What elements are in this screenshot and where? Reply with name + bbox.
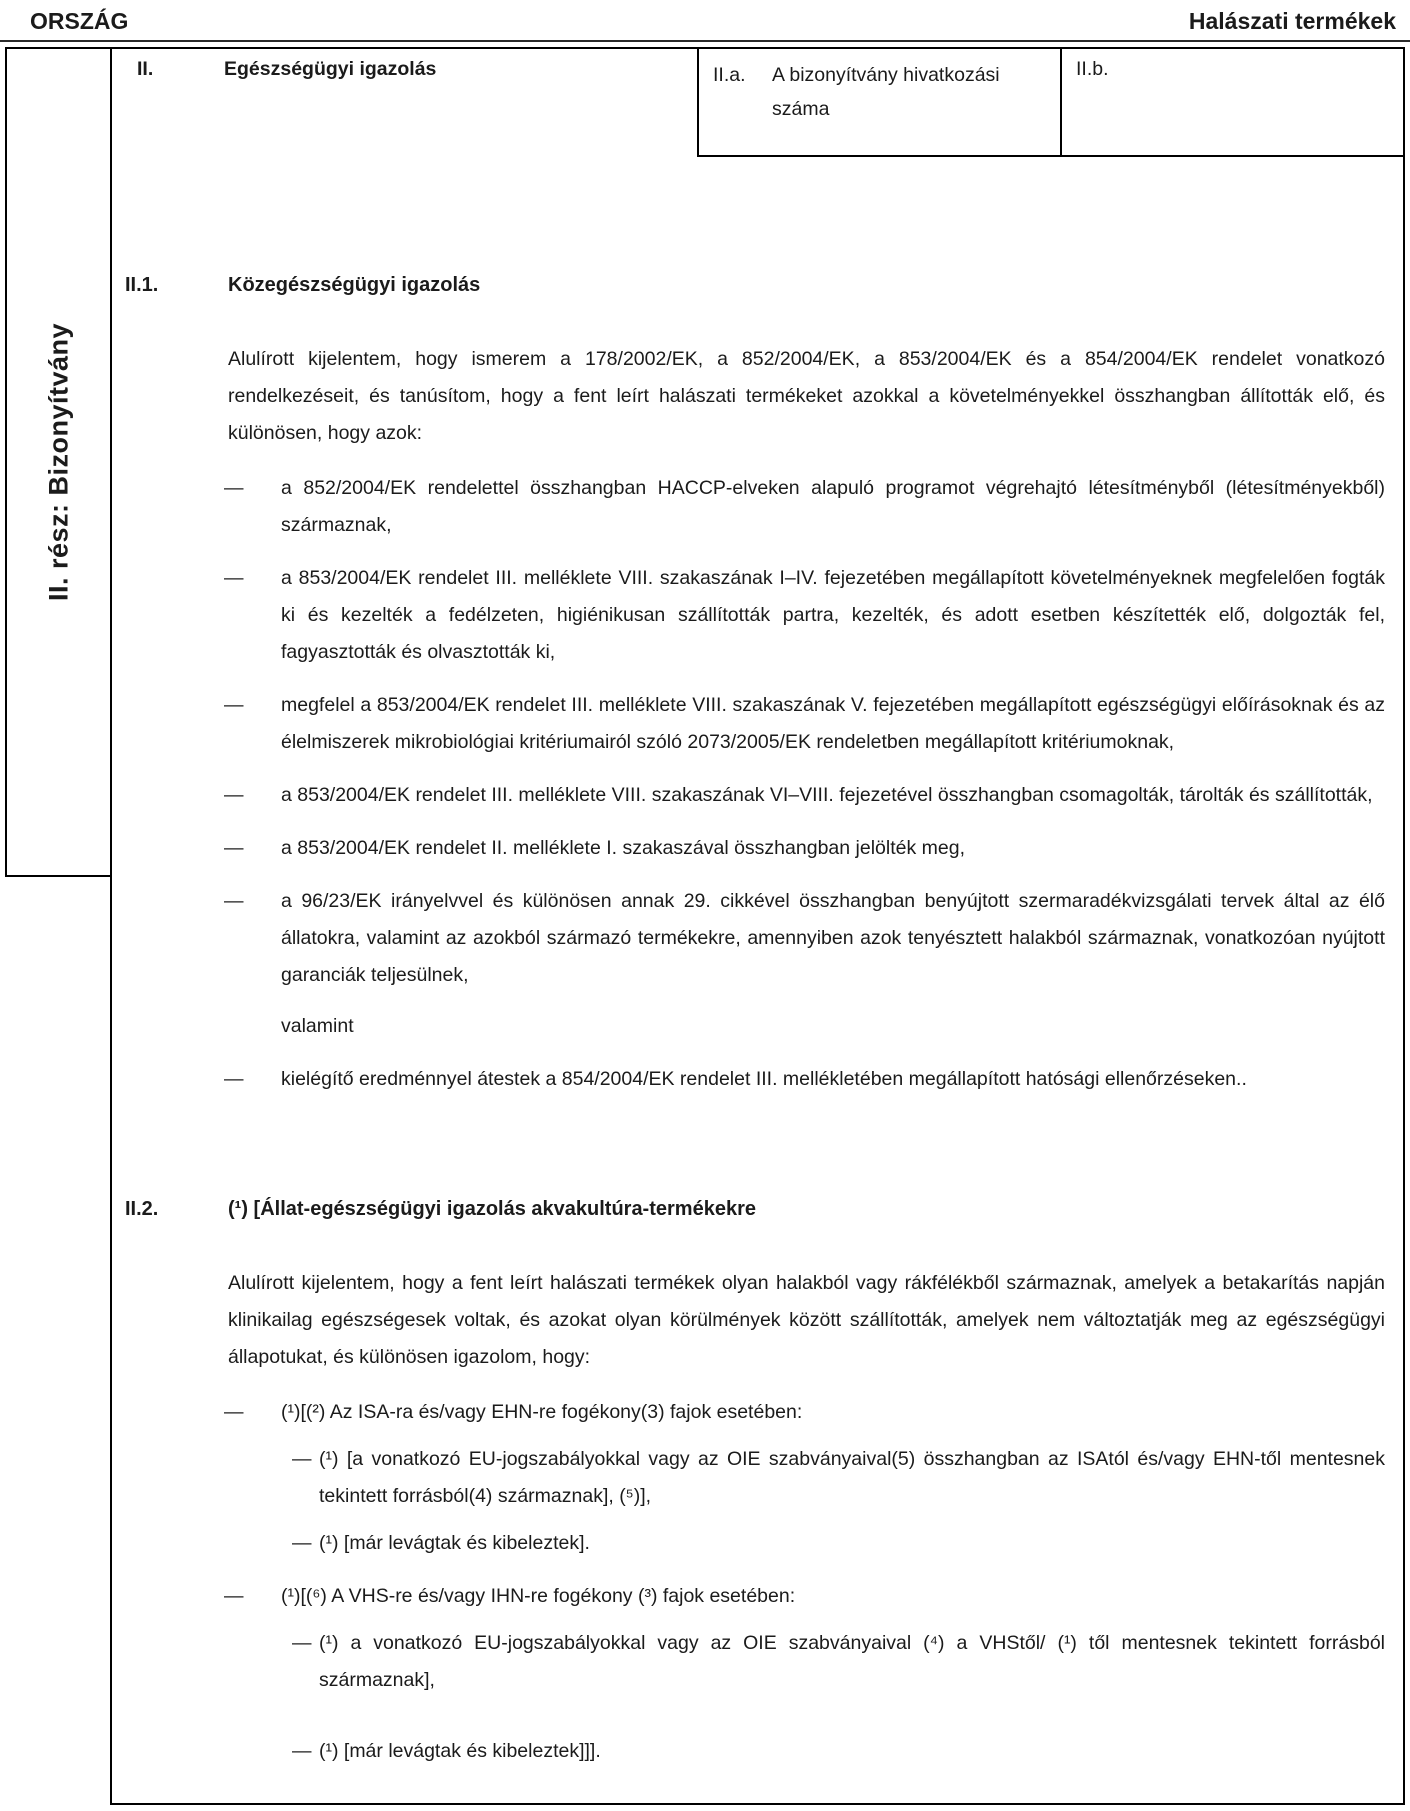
- dash-bullet: —: [224, 837, 244, 859]
- product-type-label: Halászati termékek: [1188, 8, 1396, 34]
- list-sub-item: [112, 1525, 1403, 1562]
- list-item-text: a 853/2004/EK rendelet III. melléklete VIII. szakaszának I–IV. fejezetében megállapított követelményeknek megfelelően fogták ki és kezelték a fedélzeten, higiénikusan szállították partra, kezelték, és adott esetben készítették elő, dolgozták fel, fagyasztották és olvasztották ki,: [281, 567, 1385, 663]
- dash-bullet: —: [292, 1448, 312, 1470]
- section-ii2-number: II.2.: [125, 1198, 159, 1220]
- list-sub-item-text: (¹) [már levágtak és kibeleztek].: [319, 1532, 590, 1554]
- list-item-text: a 853/2004/EK rendelet II. melléklete I. szakaszával összhangban jelölték meg,: [281, 837, 965, 859]
- dash-bullet: —: [224, 1585, 244, 1607]
- list-item: [112, 1578, 1403, 1615]
- header-cell-iia: [697, 49, 1062, 157]
- list-item: [112, 830, 1403, 867]
- dash-bullet: —: [224, 1401, 244, 1423]
- list-item-text: a 852/2004/EK rendelettel összhangban HACCP-elveken alapuló programot végrehajtó létesítményből (létesítményekből) származnak,: [281, 477, 1385, 536]
- list-item-text: kielégítő eredménnyel átestek a 854/2004/EK rendelet III. mellékletében megállapított hatósági ellenőrzéseken..: [281, 1068, 1247, 1090]
- list-sub-item: [112, 1733, 1403, 1770]
- section-ii1-intro: Alulírott kijelentem, hogy ismerem a 178/2002/EK, a 852/2004/EK, a 853/2004/EK és a 854/2004/EK rendelet vonatkozó rendelkezéseit, és tanúsítom, hogy a fent leírt halászati termékeket azokkal a követelményekkel összhangban állították elő, és különösen, hogy azok:: [228, 348, 1385, 444]
- dash-bullet: —: [292, 1632, 312, 1654]
- sidebar-label: II. rész: Bizonyítvány: [43, 322, 73, 602]
- header-ii-num: II.: [137, 58, 154, 80]
- header-ii-title: Egészségügyi igazolás: [224, 58, 437, 80]
- page-header: [30, 8, 1396, 35]
- list-item-suffix: valamint: [281, 1015, 354, 1037]
- list-sub-item: [112, 1441, 1403, 1515]
- list-item-text: (¹)[(²) Az ISA-ra és/vagy EHN-re fogékony(3) fajok esetében:: [281, 1401, 803, 1423]
- header-iib-num: II.b.: [1076, 58, 1109, 80]
- section-ii2-intro: Alulírott kijelentem, hogy a fent leírt halászati termékek olyan halakból vagy rákfélékből származnak, amelyek a betakarítás napján klinikailag egészségesek voltak, és azokat olyan körülmények között szállították, amelyek nem változtatják meg az egészségügyi állapotukat, és különösen igazolom, hogy:: [228, 1272, 1385, 1368]
- list-item-text: [281, 883, 1403, 1045]
- list-item: [112, 1061, 1403, 1098]
- dash-bullet: —: [292, 1740, 312, 1762]
- list-item-text: a 853/2004/EK rendelet III. melléklete VIII. szakaszának VI–VIII. fejezetével összhangban csomagolták, tárolták és szállították,: [281, 784, 1373, 806]
- section-ii2-title: (¹) [Állat-egészségügyi igazolás akvakultúra-termékekre: [228, 1198, 756, 1220]
- list-item-text: megfelel a 853/2004/EK rendelet III. melléklete VIII. szakaszának V. fejezetében megállapított egészségügyi előírásoknak és az élelmiszerek mikrobiológiai kritériumairól szóló 2073/2005/EK rendeletben megállapított kritériumoknak,: [281, 694, 1385, 753]
- list-sub-item-text: (¹) [már levágtak és kibeleztek]]].: [319, 1740, 601, 1762]
- certificate-content: [112, 157, 1403, 1770]
- list-item: [112, 883, 1403, 1045]
- certificate-body: [110, 47, 1405, 1805]
- list-item: [112, 560, 1403, 671]
- list-item: [112, 1394, 1403, 1431]
- header-iia-num: II.a.: [713, 64, 746, 86]
- dash-bullet: —: [224, 694, 244, 716]
- list-item: [112, 777, 1403, 814]
- dash-bullet: —: [224, 890, 244, 912]
- header-cell-iib: [1062, 49, 1403, 157]
- header-rule: [0, 40, 1410, 42]
- section-ii1-heading: [112, 274, 1403, 297]
- part-ii-sidebar: [5, 47, 110, 877]
- country-label: ORSZÁG: [30, 8, 129, 34]
- section-ii1-number: II.1.: [125, 274, 159, 296]
- dash-bullet: —: [224, 1068, 244, 1090]
- list-item-main-text: a 96/23/EK irányelvvel és különösen annak 29. cikkével összhangban benyújtott szermaradékvizsgálati tervek által az élő állatokra, valamint az azokból származó termékekre, amennyiben azok tenyésztett halakból származnak, vonatkozóan nyújtott garanciák teljesülnek,: [281, 890, 1385, 986]
- dash-bullet: —: [292, 1532, 312, 1554]
- dash-bullet: —: [224, 477, 244, 499]
- section-ii1-title: Közegészségügyi igazolás: [228, 274, 481, 296]
- section-ii2-heading: [112, 1198, 1403, 1221]
- header-cell-ii: [112, 49, 697, 81]
- list-item-text: (¹)[(⁶) A VHS-re és/vagy IHN-re fogékony (³) fajok esetében:: [281, 1585, 796, 1607]
- dash-bullet: —: [224, 567, 244, 589]
- dash-bullet: —: [224, 784, 244, 806]
- header-iia-title: A bizonyítvány hivatkozási száma: [772, 64, 1000, 120]
- list-sub-item-text: (¹) [a vonatkozó EU-jogszabályokkal vagy az OIE szabványaival(5) összhangban az ISAtól és/vagy EHN-től mentesnek tekintett forrásból(4) származnak], (⁵)],: [319, 1448, 1385, 1507]
- list-item: [112, 687, 1403, 761]
- list-item: [112, 470, 1403, 544]
- list-sub-item: [112, 1625, 1403, 1699]
- list-sub-item-text: (¹) a vonatkozó EU-jogszabályokkal vagy az OIE szabványaival (⁴) a VHStől/ (¹) től mentesnek tekintett forrásból származnak],: [319, 1632, 1385, 1691]
